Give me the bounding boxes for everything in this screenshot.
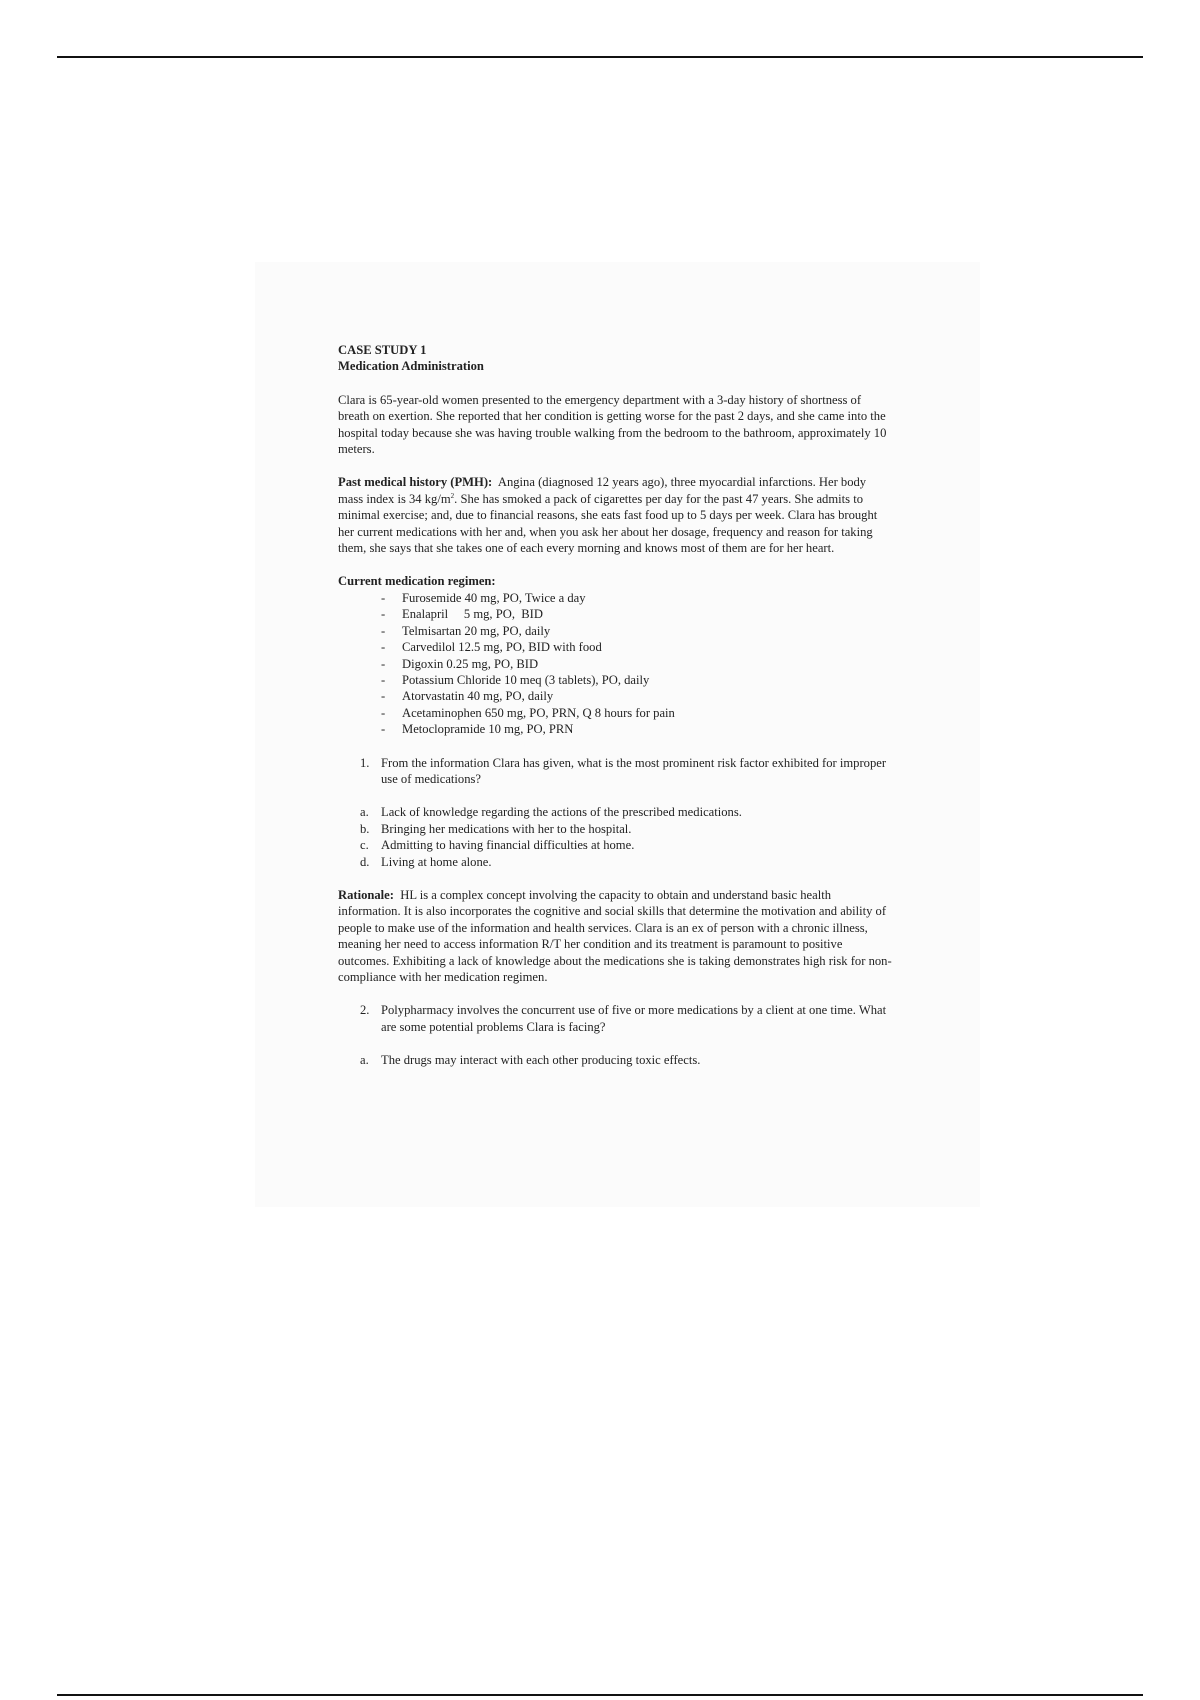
medication-item: - Furosemide 40 mg, PO, Twice a day <box>381 590 586 605</box>
bottom-divider <box>57 1694 1143 1696</box>
pmh-paragraph <box>338 474 893 556</box>
medication-item: - Metoclopramide 10 mg, PO, PRN <box>381 722 574 737</box>
intro-paragraph: Clara is 65-year-old women presented to the emergency department with a 3-day history of shortness of breath on exertion. She reported that her condition is getting worse for the past 2 days, and she came into the hospital today because she was having trouble walking from the bedroom to the bathroom, approximately 10 meters. <box>338 392 887 457</box>
question-1-text: From the information Clara has given, what is the most prominent risk factor exhibited for improper use of medications? <box>381 755 887 786</box>
medication-item: - Digoxin 0.25 mg, PO, BID <box>381 656 539 671</box>
case-study-subheading: Medication Administration <box>338 359 484 374</box>
rationale-label: Rationale: <box>338 887 394 902</box>
answer-option: c. Admitting to having financial difficulties at home. <box>360 838 635 853</box>
question-2 <box>338 1002 893 1035</box>
answer-option: b. Bringing her medications with her to the hospital. <box>360 821 632 836</box>
pmh-text-1: Angina (diagnosed 12 years ago), three myocardial infarctions. Her body mass index is 34 kg/m <box>338 475 867 506</box>
medication-item: - Atorvastatin 40 mg, PO, daily <box>381 689 554 704</box>
regimen-label: Current medication regimen: <box>338 574 496 589</box>
medication-item: - Telmisartan 20 mg, PO, daily <box>381 623 551 638</box>
question-2-number: 2. <box>360 1003 370 1018</box>
answer-option: a. Lack of knowledge regarding the actions of the prescribed medications. <box>360 805 742 820</box>
question-1-options <box>338 804 893 870</box>
top-divider <box>57 56 1143 58</box>
medication-item: - Potassium Chloride 10 meq (3 tablets), PO, daily <box>381 672 650 687</box>
answer-option: d. Living at home alone. <box>360 854 492 869</box>
question-2-options <box>338 1052 893 1068</box>
medication-item: - Acetaminophen 650 mg, PO, PRN, Q 8 hours for pain <box>381 705 675 720</box>
answer-option: a. The drugs may interact with each other producing toxic effects. <box>360 1053 701 1068</box>
question-1 <box>338 755 893 788</box>
medication-item: - Enalapril 5 mg, PO, BID <box>381 607 543 622</box>
rationale-text: HL is a complex concept involving the capacity to obtain and understand basic health information. It is also incorporates the cognitive and social skills that determine the motivation and ability of people to make use of the information and health services. Clara is an ex of person with a chronic illness, meaning her need to access information R/T her condition and its treatment is paramount to positive outcomes. Exhibiting a lack of knowledge about the medications she is taking demonstrates high risk for non-compliance with her medication regimen. <box>338 887 892 984</box>
pmh-text-2: . She has smoked a pack of cigarettes per day for the past 47 years. She admits to minimal exercise; and, due to financial reasons, she eats fast food up to 5 days per week. Clara has brought her current medications with her and, when you ask her about her dosage, frequency and reason for taking them, she says that she takes one of each every morning and knows most of them are for her heart. <box>338 491 878 556</box>
rationale-paragraph <box>338 887 893 985</box>
medication-item: - Carvedilol 12.5 mg, PO, BID with food <box>381 640 602 655</box>
pmh-label: Past medical history (PMH): <box>338 475 493 490</box>
question-2-text: Polypharmacy involves the concurrent use of five or more medications by a client at one time. What are some potential problems Clara is facing? <box>381 1003 887 1034</box>
pmh-superscript: 2 <box>450 491 455 500</box>
document-content <box>338 342 893 1069</box>
question-1-number: 1. <box>360 755 370 770</box>
medication-list <box>338 590 893 738</box>
case-study-heading: CASE STUDY 1 <box>338 343 427 357</box>
